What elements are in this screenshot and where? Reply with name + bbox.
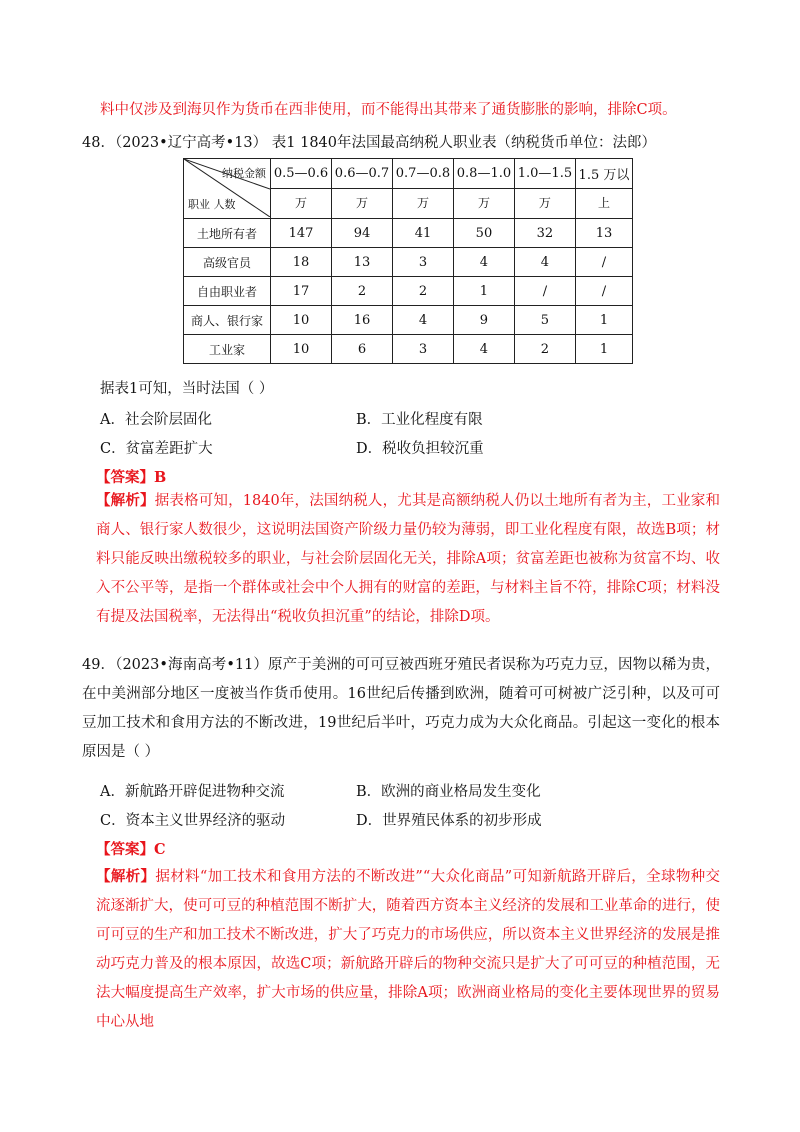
table-cell: 4 bbox=[514, 248, 575, 277]
q48-stem: 48．（2023•辽宁高考•13） 表1 1840年法国最高纳税人职业表（纳税货币单位：法郎） bbox=[82, 135, 657, 151]
row-label: 自由职业者 bbox=[184, 277, 271, 306]
table-cell: 18 bbox=[271, 248, 332, 277]
answer-value: C bbox=[154, 841, 166, 858]
table-cell: 4 bbox=[453, 248, 514, 277]
header-cell: 0.7—0.8 bbox=[392, 159, 453, 189]
table-cell: 4 bbox=[453, 335, 514, 364]
table-cell: 2 bbox=[331, 277, 392, 306]
table-cell: 6 bbox=[331, 335, 392, 364]
q49-analysis bbox=[96, 862, 720, 1037]
row-label: 商人、银行家 bbox=[184, 306, 271, 335]
table-row bbox=[184, 248, 633, 277]
header-cell-unit: 上 bbox=[575, 189, 632, 219]
previous-analysis-tail: 料中仅涉及到海贝作为货币在西非使用，而不能得出其带来了通货膨胀的影响，排除C项。 bbox=[100, 102, 677, 118]
answer-tag: 【答案】 bbox=[96, 841, 154, 858]
q49-answer bbox=[96, 840, 166, 860]
table-corner-cell bbox=[184, 159, 271, 219]
table-cell: 1 bbox=[453, 277, 514, 306]
table-cell: 2 bbox=[392, 277, 453, 306]
table-cell: / bbox=[514, 277, 575, 306]
q48-option-c: C．贫富差距扩大 bbox=[100, 441, 213, 457]
table-cell: 2 bbox=[514, 335, 575, 364]
answer-tag: 【答案】 bbox=[96, 469, 154, 486]
table-cell: 16 bbox=[331, 306, 392, 335]
header-cell: 1.5 万以 bbox=[575, 159, 632, 189]
q48-answer bbox=[96, 468, 166, 488]
table-cell: 17 bbox=[271, 277, 332, 306]
taxpayer-table bbox=[183, 158, 633, 364]
table-cell: 50 bbox=[453, 219, 514, 248]
corner-top-label: 纳税金额 bbox=[222, 167, 266, 180]
q48-question: 据表1可知，当时法国（ ） bbox=[100, 381, 274, 397]
table-cell: 10 bbox=[271, 306, 332, 335]
header-cell-unit: 万 bbox=[392, 189, 453, 219]
table-cell: 9 bbox=[453, 306, 514, 335]
header-cell-unit: 万 bbox=[453, 189, 514, 219]
analysis-tag: 【解析】 bbox=[96, 868, 156, 885]
table-cell: 41 bbox=[392, 219, 453, 248]
q49-option-b: B．欧洲的商业格局发生变化 bbox=[356, 784, 541, 800]
table-cell: 94 bbox=[331, 219, 392, 248]
table-cell: / bbox=[575, 248, 632, 277]
analysis-text: 据材料“加工技术和食用方法的不断改进”“大众化商品”可知新航路开辟后，全球物种交流逐渐扩大，使可可豆的种植范围不断扩大，随着西方资本主义经济的发展和工业革命的进行，使可可豆的生产和加工技术不断改进，扩大了巧克力的市场供应，所以资本主义世界经济的发展是推动巧克力普及的根本原因，故选C项；新航路开辟后的物种交流只是扩大了可可豆的种植范围，无法大幅度提高生产效率，扩大市场的供应量，排除A项；欧洲商业格局的变化主要体现世界的贸易中心从地 bbox=[96, 869, 721, 1030]
table-cell: 1 bbox=[575, 335, 632, 364]
q49-option-c: C．资本主义世界经济的驱动 bbox=[100, 813, 286, 829]
table-cell: 13 bbox=[575, 219, 632, 248]
table-cell: 3 bbox=[392, 248, 453, 277]
row-label: 土地所有者 bbox=[184, 219, 271, 248]
q48-option-a: A．社会阶层固化 bbox=[100, 412, 212, 428]
table-cell: 5 bbox=[514, 306, 575, 335]
q48-option-d: D．税收负担较沉重 bbox=[356, 441, 484, 457]
table-cell: 4 bbox=[392, 306, 453, 335]
row-label: 工业家 bbox=[184, 335, 271, 364]
q49-option-a: A．新航路开辟促进物种交流 bbox=[100, 784, 285, 800]
header-cell-unit: 万 bbox=[331, 189, 392, 219]
table-cell: 1 bbox=[575, 306, 632, 335]
header-cell: 0.8—1.0 bbox=[453, 159, 514, 189]
q48-analysis bbox=[96, 486, 720, 632]
table-row bbox=[184, 277, 633, 306]
table-row bbox=[184, 219, 633, 248]
header-cell-unit: 万 bbox=[514, 189, 575, 219]
analysis-tag: 【解析】 bbox=[96, 492, 155, 509]
table-cell: 13 bbox=[331, 248, 392, 277]
table-cell: 147 bbox=[271, 219, 332, 248]
answer-value: B bbox=[154, 469, 167, 486]
table-row bbox=[184, 306, 633, 335]
header-cell: 1.0—1.5 bbox=[514, 159, 575, 189]
analysis-text: 据表格可知，1840年，法国纳税人，尤其是高额纳税人仍以土地所有者为主，工业家和商人、银行家人数很少，这说明法国资产阶级力量仍较为薄弱，即工业化程度有限，故选B项；材料只能反映出缴税较多的职业，与社会阶层固化无关，排除A项；贫富差距也被称为贫富不均、收入不公平等，是指一个群体或社会中个人拥有的财富的差距，与材料主旨不符，排除C项；材料没有提及法国税率，无法得出“税收负担沉重”的结论，排除D项。 bbox=[96, 493, 721, 625]
header-cell: 0.6—0.7 bbox=[331, 159, 392, 189]
table-cell: / bbox=[575, 277, 632, 306]
q48-option-b: B．工业化程度有限 bbox=[356, 412, 483, 428]
q49-stem: 49．（2023•海南高考•11）原产于美洲的可可豆被西班牙殖民者误称为巧克力豆，因物以稀为贵，在中美洲部分地区一度被当作货币使用。16世纪后传播到欧洲，随着可可树被广泛引种，以及可可豆加工技术和食用方法的不断改进，19世纪后半叶，巧克力成为大众化商品。引起这一变化的根本原因是（ ） bbox=[82, 657, 720, 760]
table-cell: 10 bbox=[271, 335, 332, 364]
table-cell: 3 bbox=[392, 335, 453, 364]
header-cell-unit: 万 bbox=[271, 189, 332, 219]
row-label: 高级官员 bbox=[184, 248, 271, 277]
header-cell: 0.5—0.6 bbox=[271, 159, 332, 189]
table-row bbox=[184, 335, 633, 364]
table-cell: 32 bbox=[514, 219, 575, 248]
q49-option-d: D．世界殖民体系的初步形成 bbox=[356, 813, 542, 829]
corner-bottom-label: 职业 人数 bbox=[188, 198, 236, 211]
